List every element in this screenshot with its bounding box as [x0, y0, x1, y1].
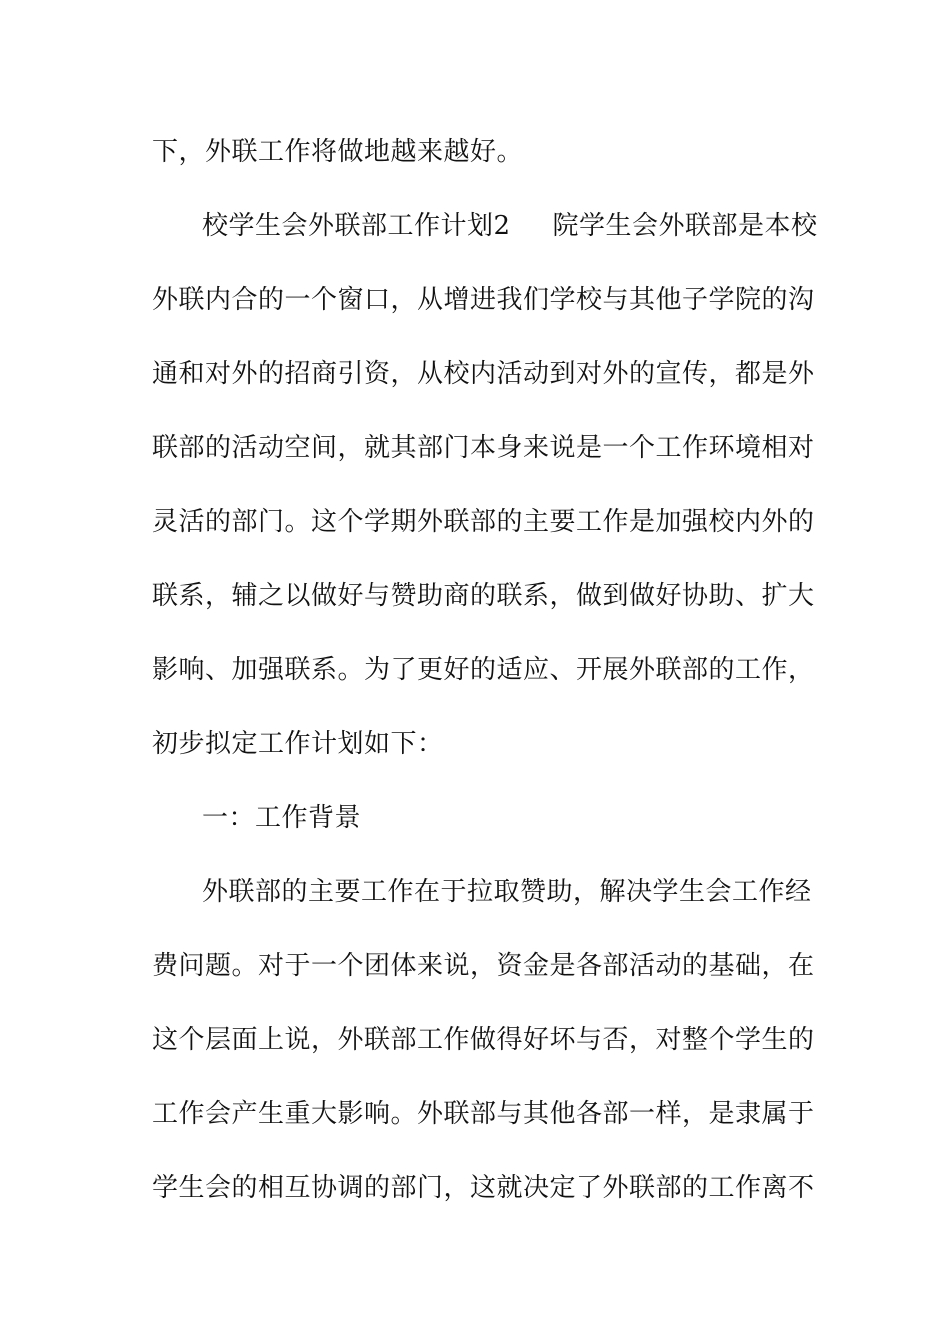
- section-title-line: [202, 209, 818, 243]
- text-line: 费问题。对于一个团体来说，资金是各部活动的基础，在: [152, 951, 815, 981]
- text-line: 外联内合的一个窗口，从增进我们学校与其他子学院的沟: [152, 285, 815, 315]
- text-line: 初步拟定工作计划如下：: [152, 729, 444, 759]
- plan-title: 校学生会外联部工作计划2: [202, 211, 511, 241]
- text-line: 工作会产生重大影响。外联部与其他各部一样，是隶属于: [152, 1099, 815, 1129]
- text-line: 学生会的相互协调的部门，这就决定了外联部的工作离不: [152, 1173, 815, 1203]
- text-line: 影响、加强联系。为了更好的适应、开展外联部的工作，: [152, 655, 815, 685]
- text-line: 灵活的部门。这个学期外联部的主要工作是加强校内外的: [152, 507, 815, 537]
- section-heading: 一：工作背景: [202, 803, 362, 833]
- text-line: 联系，辅之以做好与赞助商的联系，做到做好协助、扩大: [152, 581, 815, 611]
- paragraph-start: 院学生会外联部是本校: [552, 211, 818, 241]
- text-line: 外联部的主要工作在于拉取赞助，解决学生会工作经: [202, 877, 812, 907]
- text-line: 联部的活动空间，就其部门本身来说是一个工作环境相对: [152, 433, 815, 463]
- text-line: 下，外联工作将做地越来越好。: [152, 137, 524, 167]
- text-line: 这个层面上说，外联部工作做得好坏与否，对整个学生的: [152, 1025, 815, 1055]
- text-line: 通和对外的招商引资，从校内活动到对外的宣传，都是外: [152, 359, 815, 389]
